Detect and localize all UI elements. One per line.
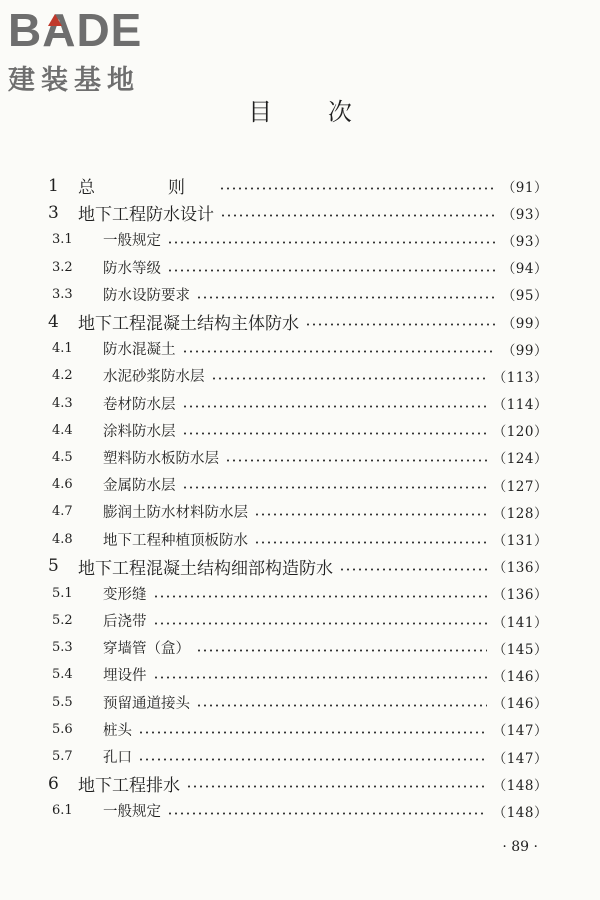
brand-logo: [8, 6, 178, 97]
toc-entry-title: 水泥砂浆防水层: [103, 369, 205, 386]
dot-leader: [138, 731, 487, 734]
toc-entry-page: （148）: [492, 777, 548, 794]
toc-entry-title: 地下工程排水: [78, 776, 180, 797]
toc-entry-number: 5.6: [52, 721, 73, 737]
toc-entry-title: 防水等级: [103, 260, 161, 277]
toc-entry-page: （93）: [501, 233, 548, 250]
dot-leader: [211, 377, 487, 380]
dot-leader: [339, 568, 487, 571]
toc-entry[interactable]: [48, 281, 548, 308]
toc-entry-page: （95）: [501, 288, 548, 305]
toc-entry-title: 金属防水层: [103, 478, 176, 495]
toc-entry-title: 一般规定: [103, 804, 161, 821]
toc-entry-title: 防水设防要求: [103, 287, 190, 304]
toc-entry[interactable]: [48, 226, 548, 253]
toc-entry-page: （136）: [492, 587, 548, 604]
dot-leader: [167, 241, 496, 244]
toc-entry-title: 地下工程混凝土结构主体防水: [78, 314, 299, 335]
toc-entry-page: （145）: [492, 641, 548, 658]
toc-entry-page: （146）: [492, 696, 548, 713]
toc-entry[interactable]: [48, 716, 548, 743]
toc-entry-number: 5.5: [52, 694, 73, 710]
title-char: 目: [248, 98, 273, 126]
toc-entry-number: 3: [48, 202, 59, 223]
toc-entry-page: （114）: [492, 397, 548, 414]
toc-entry[interactable]: [48, 580, 548, 607]
toc-entry-number: 4.3: [52, 395, 73, 411]
dot-leader: [153, 595, 487, 598]
toc-entry-page: （113）: [492, 369, 548, 386]
toc-entry[interactable]: [48, 607, 548, 634]
toc-entry[interactable]: [48, 634, 548, 661]
toc-entry[interactable]: [48, 498, 548, 525]
dot-leader: [196, 296, 496, 299]
toc-entry-title: 埋设件: [103, 668, 147, 685]
toc-entry-page: （99）: [501, 315, 548, 332]
toc-entry-number: 4.5: [52, 449, 73, 465]
toc-entry-title: 桩头: [103, 722, 132, 739]
dot-leader: [153, 622, 487, 625]
toc-entry-page: （148）: [492, 804, 548, 821]
toc-entry[interactable]: [48, 770, 548, 797]
toc-entry-page: （136）: [492, 560, 548, 577]
toc-entry-page: （128）: [492, 505, 548, 522]
toc-entry-page: （127）: [492, 478, 548, 495]
dot-leader: [153, 676, 487, 679]
toc-entry-number: 3.2: [52, 259, 73, 275]
toc-entry-page: （147）: [492, 723, 548, 740]
toc-entry[interactable]: [48, 335, 548, 362]
dot-leader: [182, 432, 487, 435]
dot-leader: [254, 541, 487, 544]
toc-entry-number: 4.2: [52, 368, 73, 384]
toc-entry-number: 4.6: [52, 477, 73, 493]
toc-entry[interactable]: [48, 797, 548, 824]
toc-entry-number: 6: [48, 773, 59, 794]
toc-entry-number: 5.2: [52, 613, 73, 629]
toc-entry-number: 4.8: [52, 531, 73, 547]
toc-entry-title: 预留通道接头: [103, 695, 190, 712]
toc-entry-number: 6.1: [52, 803, 73, 819]
dot-leader: [219, 187, 496, 190]
toc-entry-title: 地下工程防水设计: [78, 205, 214, 226]
toc-entry-page: （131）: [492, 533, 548, 550]
toc-entry-number: 3.1: [52, 232, 73, 248]
toc-entry[interactable]: [48, 362, 548, 389]
dot-leader: [220, 214, 496, 217]
toc-entry-page: （124）: [492, 451, 548, 468]
toc-entry-page: （141）: [492, 614, 548, 631]
dot-leader: [182, 405, 487, 408]
dot-leader: [167, 812, 487, 815]
toc-entry-title: 地下工程种植顶板防水: [103, 532, 248, 549]
toc-entry-title: 防水混凝土: [103, 342, 176, 359]
dot-leader: [167, 269, 496, 272]
dot-leader: [138, 758, 487, 761]
toc-entry-title: 穿墙管（盒）: [103, 641, 190, 658]
toc-entry[interactable]: [48, 390, 548, 417]
toc-entry[interactable]: [48, 743, 548, 770]
toc-entry-title: 变形缝: [103, 586, 147, 603]
dot-leader: [225, 459, 487, 462]
logo-wordmark: [8, 6, 178, 54]
toc-entry[interactable]: [48, 553, 548, 580]
toc-entry-number: 4.1: [52, 341, 73, 357]
toc-entry-number: 3.3: [52, 286, 73, 302]
logo-subtitle: 建装基地: [8, 65, 140, 96]
toc-entry-number: 5.4: [52, 667, 73, 683]
toc-entry-title: 地下工程混凝土结构细部构造防水: [78, 558, 333, 579]
toc-entry-number: 5.7: [52, 749, 73, 765]
toc-entry[interactable]: [48, 471, 548, 498]
logo-brand-text: BADE: [8, 4, 143, 56]
toc-entry[interactable]: [48, 172, 548, 199]
toc-entry-title: 卷材防水层: [103, 396, 176, 413]
logo-triangle-icon: [48, 14, 62, 26]
title-char: 次: [327, 98, 352, 126]
page-title: [0, 92, 600, 127]
toc-entry[interactable]: [48, 444, 548, 471]
dot-leader: [196, 704, 487, 707]
toc-entry-title: 涂料防水层: [103, 423, 176, 440]
page-number: · 89 ·: [502, 839, 538, 855]
dot-leader: [196, 649, 487, 652]
toc-entry[interactable]: [48, 308, 548, 335]
toc-entry-number: 4: [48, 311, 59, 332]
toc-entry-number: 5: [48, 556, 59, 577]
toc-entry-number: 1: [48, 175, 59, 196]
toc-entry-page: （147）: [492, 750, 548, 767]
toc-entry-title: 塑料防水板防水层: [103, 450, 219, 467]
dot-leader: [305, 323, 496, 326]
toc-entry-title: 膨润土防水材料防水层: [103, 505, 248, 522]
dot-leader: [186, 785, 487, 788]
toc-entry-number: 4.4: [52, 422, 73, 438]
toc-entry-page: （146）: [492, 668, 548, 685]
toc-entry[interactable]: [48, 525, 548, 552]
toc-entry-title: 总 则: [78, 178, 213, 199]
dot-leader: [254, 513, 487, 516]
toc-entry[interactable]: [48, 417, 548, 444]
table-of-contents: [48, 172, 548, 825]
toc-entry-title: 后浇带: [103, 614, 147, 631]
toc-entry-page: （91）: [501, 179, 548, 196]
toc-entry-title: 孔口: [103, 750, 132, 767]
toc-entry[interactable]: [48, 254, 548, 281]
toc-entry[interactable]: [48, 689, 548, 716]
dot-leader: [182, 486, 487, 489]
toc-entry-page: （94）: [501, 261, 548, 278]
toc-entry-title: 一般规定: [103, 233, 161, 250]
toc-entry-number: 5.3: [52, 640, 73, 656]
toc-entry-page: （120）: [492, 424, 548, 441]
toc-entry-page: （93）: [501, 206, 548, 223]
toc-entry-page: （99）: [501, 342, 548, 359]
toc-entry-number: 4.7: [52, 504, 73, 520]
toc-entry-number: 5.1: [52, 585, 73, 601]
toc-entry[interactable]: [48, 199, 548, 226]
dot-leader: [182, 350, 496, 353]
toc-entry[interactable]: [48, 661, 548, 688]
